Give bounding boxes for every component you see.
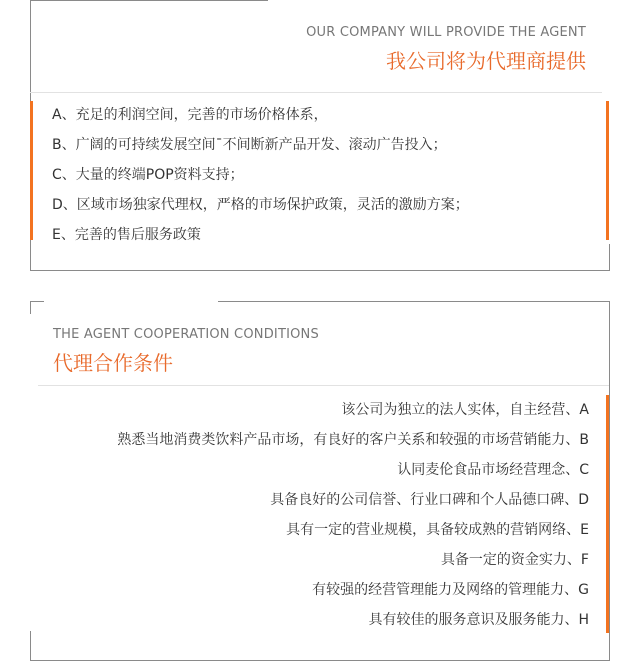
list-item: A、充足的利润空间，完善的市场价格体系， (52, 107, 328, 123)
list-item: 该公司为独立的法人实体，自主经营、A (341, 402, 589, 418)
frame-line (218, 301, 610, 302)
list-item: C、大量的终端POP资料支持； (52, 167, 244, 183)
accent-bar (30, 101, 33, 240)
list-item: 具有一定的营业规模，具备较成熟的营销网络、E (286, 522, 589, 538)
list-item: B、广阔的可持续发展空间¯不间断新产品开发、滚动广告投入； (52, 137, 447, 153)
list-item: 具备良好的公司信誉、行业口碑和个人品德口碑、D (270, 492, 589, 508)
provide-panel (30, 0, 610, 271)
frame-line (609, 244, 610, 271)
list-item: E、完善的售后服务政策 (52, 227, 201, 243)
list-item: 熟悉当地消费类饮料产品市场，有良好的客户关系和较强的市场营销能力、B (117, 432, 589, 448)
list-item: D、区域市场独家代理权，严格的市场保护政策，灵活的激励方案； (52, 197, 469, 213)
provide-list (52, 103, 469, 253)
list-item: 具有较佳的服务意识及服务能力、H (368, 612, 589, 628)
frame-line (609, 301, 610, 661)
divider (38, 385, 609, 386)
conditions-title: 代理合作条件 (53, 351, 173, 375)
frame-line (30, 301, 44, 302)
list-item: 具备一定的资金实力、F (440, 552, 589, 568)
conditions-list (117, 398, 589, 638)
frame-line (30, 631, 31, 661)
provide-subtitle: OUR COMPANY WILL PROVIDE THE AGENT (306, 25, 586, 40)
frame-line (30, 0, 268, 1)
frame-line (30, 660, 610, 661)
provide-title: 我公司将为代理商提供 (386, 49, 586, 73)
frame-line (30, 270, 610, 271)
conditions-subtitle: THE AGENT COOPERATION CONDITIONS (53, 327, 319, 342)
frame-line (30, 301, 31, 314)
conditions-panel (30, 301, 610, 661)
list-item: 认同麦伦食品市场经营理念、C (397, 462, 589, 478)
divider (30, 92, 602, 93)
list-item: 有较强的经营管理能力及网络的管理能力、G (312, 582, 589, 598)
accent-bar (606, 101, 609, 240)
accent-bar (606, 395, 609, 633)
